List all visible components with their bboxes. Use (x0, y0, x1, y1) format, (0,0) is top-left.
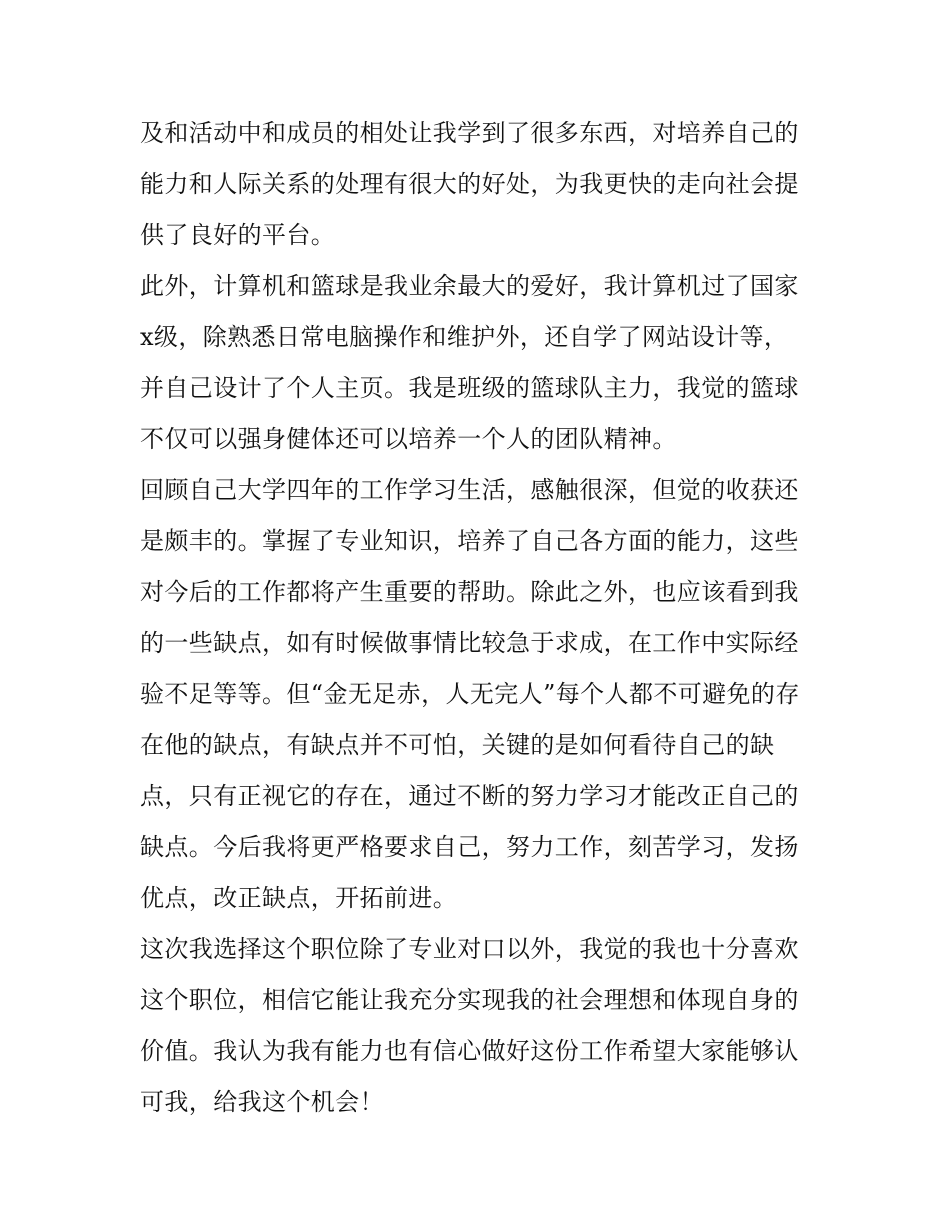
paragraph-self-review (140, 465, 820, 924)
text-line: 此外，计算机和篮球是我业余最大的爱好，我计算机过了国家 (140, 272, 799, 300)
document-body (140, 108, 820, 1128)
text-line: 价值。我认为我有能力也有信心做好这份工作希望大家能够认 (140, 1037, 799, 1065)
text-line: 可我，给我这个机会！ (140, 1088, 384, 1116)
text-line: 回顾自己大学四年的工作学习生活，感触很深，但觉的收获还 (140, 476, 799, 504)
text-line: 这个职位，相信它能让我充分实现我的社会理想和体现自身的 (140, 986, 799, 1014)
text-line: x级，除熟悉日常电脑操作和维护外，还自学了网站设计等， (140, 323, 789, 351)
text-line: 能力和人际关系的处理有很大的好处，为我更快的走向社会提 (140, 170, 799, 198)
text-line: 不仅可以强身健体还可以培养一个人的团队精神。 (140, 425, 677, 453)
text-line: 验不足等等。但“金无足赤，人无完人”每个人都不可避免的存 (140, 680, 800, 708)
text-line: 及和活动中和成员的相处让我学到了很多东西，对培养自己的 (140, 119, 799, 147)
text-line: 的一些缺点，如有时候做事情比较急于求成，在工作中实际经 (140, 629, 799, 657)
text-line: 对今后的工作都将产生重要的帮助。除此之外，也应该看到我 (140, 578, 799, 606)
text-line: 优点，改正缺点，开拓前进。 (140, 884, 458, 912)
text-line: 点，只有正视它的存在，通过不断的努力学习才能改正自己的 (140, 782, 799, 810)
text-line: 缺点。今后我将更严格要求自己，努力工作，刻苦学习，发扬 (140, 833, 799, 861)
text-line: 在他的缺点，有缺点并不可怕，关键的是如何看待自己的缺 (140, 731, 775, 759)
text-line: 这次我选择这个职位除了专业对口以外，我觉的我也十分喜欢 (140, 935, 799, 963)
text-line: 并自己设计了个人主页。我是班级的篮球队主力，我觉的篮球 (140, 374, 799, 402)
paragraph-hobbies (140, 261, 820, 465)
text-line: 供了良好的平台。 (140, 221, 336, 249)
paragraph-activities (140, 108, 820, 261)
text-line: 是颇丰的。掌握了专业知识，培养了自己各方面的能力，这些 (140, 527, 799, 555)
paragraph-conclusion (140, 924, 820, 1128)
